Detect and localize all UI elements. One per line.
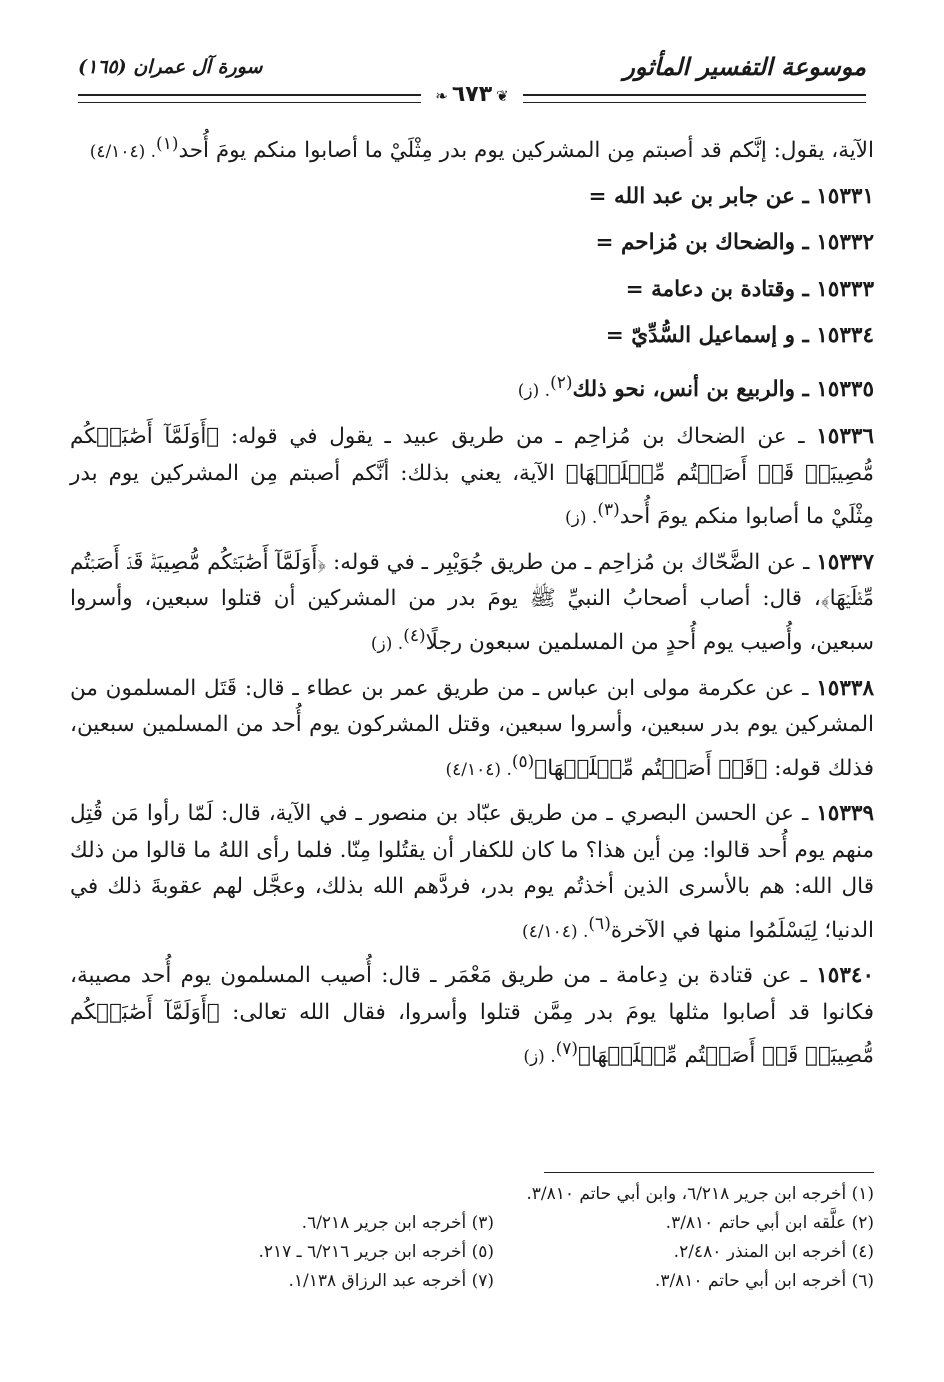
narration-15339 xyxy=(70,796,874,950)
narration-number: ١٥٣٣٢ xyxy=(816,230,874,256)
paragraph-text: ـ عن جابر بن عبد الله = xyxy=(588,183,817,209)
main-text xyxy=(70,126,874,1084)
paragraph-text: ـ و إسماعيل السُّدِّيّ = xyxy=(605,323,817,349)
narration-number: ١٥٣٤٠ xyxy=(816,963,874,989)
narration-number: ١٥٣٣٧ xyxy=(816,549,874,575)
footnote-marker: (٥) xyxy=(511,751,535,772)
narration-15340 xyxy=(70,958,874,1076)
narration-15337 xyxy=(70,545,874,663)
narration-15335 xyxy=(70,365,874,410)
footnotes xyxy=(70,1180,874,1296)
footnote-row xyxy=(70,1209,874,1238)
footnote-row xyxy=(70,1180,874,1209)
footnote-row xyxy=(70,1238,874,1267)
narration-number: ١٥٣٣٩ xyxy=(816,801,874,827)
paragraph-text: ـ وقتادة بن دعامة = xyxy=(625,276,817,302)
volume-reference: . (٤/١٠٤) xyxy=(522,921,589,942)
footnote-row xyxy=(70,1267,874,1296)
narration-number: ١٥٣٣٥ xyxy=(816,376,874,402)
paragraph-text: ـ عن قتادة بن دِعامة ـ من طريق مَعْمَر ـ قال: أُصيب المسلمون يوم أُحد مصيبة، فكانوا قد أصابوا مثلها يومَ بدر مِمَّن قتلوا وأسروا، فقال الله تعالى: ﴿أَوَلَمَّآ أَصَٰبَتۡكُم مُّصِيبَةٞ قَدۡ أَصَبۡتُم مِّثۡلَيۡهَا﴾ xyxy=(70,963,874,1069)
page-header xyxy=(78,52,866,107)
volume-reference: . (ز) xyxy=(370,634,404,655)
page-number-block xyxy=(78,82,866,107)
footnote-marker: (٣) xyxy=(597,500,620,521)
volume-reference: . (ز) xyxy=(517,380,551,401)
paragraph-text: ـ والربيع بن أنس، نحو ذلك xyxy=(572,376,817,402)
ornament-icon: ❧ xyxy=(435,87,448,105)
footnote-divider xyxy=(544,1172,874,1173)
paragraph-text: ـ عن الضحاك بن مُزاحِم ـ من طريق عبيد ـ يقول في قوله: ﴿أَوَلَمَّآ أَصَٰبَتۡكُم مُّصِيبَةٞ قَدۡ أَصَبۡتُم مِّثۡلَيۡهَا﴾ الآية، يعني بذلك: أنَّكم أصبتم مِن المشركين يوم بدر مِثْلَيْ ما أصابوا منكم يومَ أُحد xyxy=(70,424,874,530)
narration-15331 xyxy=(70,179,874,216)
footnote-6: (٦) أخرجه ابن أبي حاتم ٣/٨١٠. xyxy=(654,1271,874,1291)
footnote-3: (٣) أخرجه ابن جرير ٦/٢١٨. xyxy=(301,1213,494,1233)
narration-number: ١٥٣٣٤ xyxy=(816,323,874,349)
paragraph-text: الآية، يقول: إنَّكم قد أصبتم مِن المشركين يوم بدر مِثْلَيْ ما أصابوا منكم يومَ أُحد xyxy=(178,138,874,164)
narration-15334 xyxy=(70,318,874,355)
narration-number: ١٥٣٣٦ xyxy=(816,424,874,450)
volume-reference: . (٤/١٠٤) xyxy=(89,142,157,163)
footnote-7: (٧) أخرجه عبد الرزاق ١/١٣٨. xyxy=(288,1271,494,1291)
volume-reference: . (ز) xyxy=(565,508,598,529)
intro-paragraph xyxy=(70,126,874,171)
page-number-text: ٦٧٣ xyxy=(451,82,493,107)
narration-number: ١٥٣٣٨ xyxy=(816,675,874,701)
footnote-marker: (٧) xyxy=(555,1039,579,1060)
footnote-marker: (١) xyxy=(156,134,179,154)
volume-reference: . (٤/١٠٤) xyxy=(445,759,512,780)
narration-number: ١٥٣٣٣ xyxy=(816,276,874,302)
footnote-marker: (٦) xyxy=(588,913,611,934)
footnote-4: (٤) أخرجه ابن المنذر ٢/٤٨٠. xyxy=(673,1242,874,1262)
footnote-marker: (٢) xyxy=(550,372,573,393)
narration-number: ١٥٣٣١ xyxy=(816,183,874,209)
narration-15333 xyxy=(70,272,874,309)
paragraph-text: ـ عن الحسن البصري ـ من طريق عبّاد بن منصور ـ في الآية، قال: لَمّا رأوا مَن قُتِل منهم يوم أُحد قالوا: مِن أين هذا؟ ما كان للكفار أن يقتُلوا مِنّا. فلما رأى اللهُ ما قالوا من ذلك قال الله: هم بالأسرى الذين أخذتُم يوم بدر، فردَّهم الله بذلك، وعجَّل لهم عقوبةَ ذلك في الدنيا؛ لِيَسْلَمُوا منها في الآخرة xyxy=(70,801,874,943)
ornament-icon: ❦ xyxy=(496,87,509,105)
paragraph-text: ـ عن عكرمة مولى ابن عباس ـ من طريق عمر بن عطاء ـ قال: قَتَل المسلمون من المشركين يوم بدر سبعين، وأسروا سبعين، وقتل المشركون يوم أُحد من المسلمين سبعين، فذلك قوله: ﴿قَدۡ أَصَبۡتُم مِّثۡلَيۡهَا﴾ xyxy=(70,675,874,781)
footnote-1: (١) أخرجه ابن جرير ٦/٢١٨، وابن أبي حاتم ٣/٨١٠. xyxy=(526,1184,874,1204)
page-number xyxy=(421,82,522,107)
volume-reference: . (ز) xyxy=(523,1047,556,1068)
paragraph-text: ـ عن الضَّحّاك بن مُزاحِم ـ من طريق جُوَيْبِر ـ في قوله: ﴿أَوَلَمَّآ أَصَٰبَتۡكُم مُّصِيبَةٞ قَدۡ أَصَبۡتُم مِّثۡلَيۡهَا﴾، قال: أصاب أصحابُ النبيِّ ﷺ يومَ بدر من المشركين أن قتلوا سبعين، وأسروا سبعين، وأُصيب يوم أُحدٍ من المسلمين سبعون رجلًا xyxy=(70,549,874,656)
surah-title: سورة آل عمران (١٦٥) xyxy=(78,56,263,78)
footnote-5: (٥) أخرجه ابن جرير ٦/٢١٦ ـ ٢١٧. xyxy=(258,1242,494,1262)
narration-15338 xyxy=(70,671,874,789)
narration-15336 xyxy=(70,419,874,537)
paragraph-text: ـ والضحاك بن مُزاحم = xyxy=(595,230,817,256)
footnote-2: (٢) علَّقه ابن أبي حاتم ٣/٨١٠. xyxy=(665,1213,874,1233)
book-title: موسوعة التفسير المأثور xyxy=(623,52,866,81)
footnote-marker: (٤) xyxy=(403,625,426,646)
narration-15332 xyxy=(70,225,874,262)
